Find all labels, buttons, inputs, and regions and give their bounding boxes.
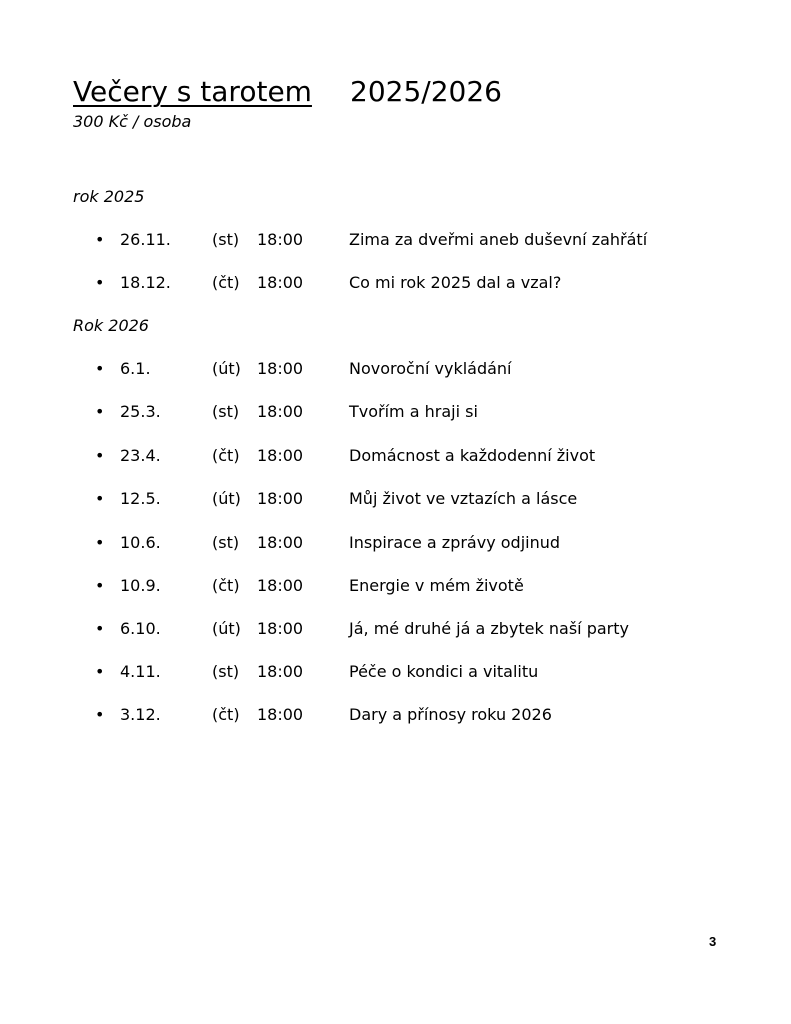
event-row: [0, 575, 791, 597]
event-row: [0, 272, 791, 294]
event-row: [0, 488, 791, 510]
event-day: (čt): [212, 576, 240, 595]
price-per-person: 300 Kč / osoba: [73, 112, 192, 131]
event-date: 3.12.: [120, 705, 161, 724]
event-time: 18:00: [257, 619, 304, 638]
event-day: (čt): [212, 705, 240, 724]
bullet-icon: •: [95, 273, 105, 292]
event-time: 18:00: [257, 359, 304, 378]
event-time: 18:00: [257, 662, 304, 681]
event-row: [0, 445, 791, 467]
event-date: 25.3.: [120, 402, 161, 421]
event-time: 18:00: [257, 576, 304, 595]
event-title: Dary a přínosy roku 2026: [349, 705, 552, 724]
event-time: 18:00: [257, 489, 304, 508]
event-row: [0, 358, 791, 380]
event-day: (st): [212, 402, 240, 421]
event-day: (čt): [212, 446, 240, 465]
section-heading-2026: Rok 2026: [73, 316, 149, 335]
event-time: 18:00: [257, 705, 304, 724]
event-title: Energie v mém životě: [349, 576, 524, 595]
event-date: 6.1.: [120, 359, 151, 378]
bullet-icon: •: [95, 359, 105, 378]
page-title: Večery s tarotem: [73, 75, 312, 108]
bullet-icon: •: [95, 619, 105, 638]
event-day: (st): [212, 230, 240, 249]
event-day: (čt): [212, 273, 240, 292]
event-date: 10.9.: [120, 576, 161, 595]
event-title: Můj život ve vztazích a lásce: [349, 489, 578, 508]
bullet-icon: •: [95, 576, 105, 595]
bullet-icon: •: [95, 446, 105, 465]
event-row: [0, 229, 791, 251]
bullet-icon: •: [95, 662, 105, 681]
event-title: Zima za dveřmi aneb duševní zahřátí: [349, 230, 648, 249]
event-title: Tvořím a hraji si: [349, 402, 478, 421]
event-title: Domácnost a každodenní život: [349, 446, 596, 465]
event-date: 26.11.: [120, 230, 171, 249]
event-date: 23.4.: [120, 446, 161, 465]
event-title: Péče o kondici a vitalitu: [349, 662, 539, 681]
event-date: 18.12.: [120, 273, 171, 292]
event-row: [0, 661, 791, 683]
event-time: 18:00: [257, 402, 304, 421]
bullet-icon: •: [95, 402, 105, 421]
year-range: 2025/2026: [350, 75, 502, 108]
bullet-icon: •: [95, 705, 105, 724]
event-day: (st): [212, 533, 240, 552]
title-row: [73, 72, 673, 112]
event-title: Co mi rok 2025 dal a vzal?: [349, 273, 562, 292]
event-date: 10.6.: [120, 533, 161, 552]
event-title: Já, mé druhé já a zbytek naší party: [349, 619, 629, 638]
event-row: [0, 618, 791, 640]
bullet-icon: •: [95, 533, 105, 552]
event-day: (út): [212, 359, 241, 378]
bullet-icon: •: [95, 489, 105, 508]
event-row: [0, 704, 791, 726]
event-date: 12.5.: [120, 489, 161, 508]
event-row: [0, 532, 791, 554]
event-time: 18:00: [257, 230, 304, 249]
bullet-icon: •: [95, 230, 105, 249]
event-title: Inspirace a zprávy odjinud: [349, 533, 561, 552]
event-title: Novoroční vykládání: [349, 359, 512, 378]
event-time: 18:00: [257, 273, 304, 292]
event-row: [0, 401, 791, 423]
event-day: (st): [212, 662, 240, 681]
event-time: 18:00: [257, 533, 304, 552]
event-day: (út): [212, 619, 241, 638]
page-number: 3: [709, 934, 717, 949]
event-day: (út): [212, 489, 241, 508]
event-date: 4.11.: [120, 662, 161, 681]
section-heading-2025: rok 2025: [73, 187, 145, 206]
event-time: 18:00: [257, 446, 304, 465]
event-date: 6.10.: [120, 619, 161, 638]
